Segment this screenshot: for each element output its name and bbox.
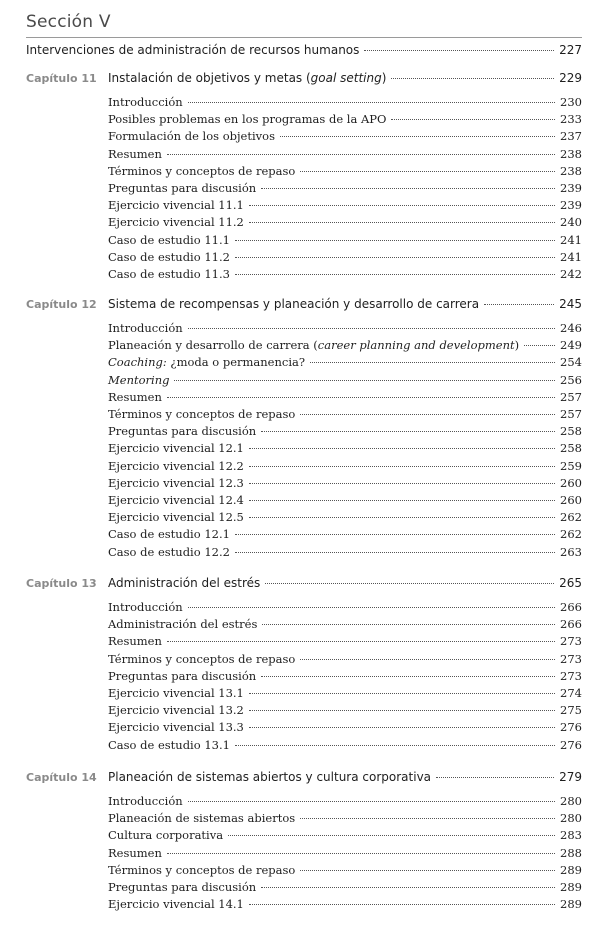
toc-entry-label: Administración del estrés — [108, 617, 258, 632]
leader-dots — [249, 727, 555, 728]
leader-dots — [300, 659, 555, 660]
toc-entry-label: Ejercicio vivencial 14.1 — [108, 897, 244, 912]
toc-entry-page: 262 — [560, 527, 582, 542]
toc-entry-page: 273 — [560, 651, 582, 666]
toc-entry — [108, 250, 582, 264]
toc-entry-label: Cultura corporativa — [108, 828, 224, 843]
toc-entry — [108, 164, 582, 178]
toc-entry — [108, 215, 582, 229]
leader-dots — [364, 50, 554, 51]
toc-entry — [108, 617, 582, 631]
toc-entry — [108, 897, 582, 911]
toc-entry-label: Ejercicio vivencial 12.1 — [108, 441, 244, 456]
toc-entry — [108, 338, 582, 352]
toc-entry-label: Coaching: ¿moda o permanencia? — [108, 355, 306, 370]
leader-dots — [174, 380, 555, 381]
toc-entry — [108, 355, 582, 369]
toc-entry-page: 289 — [560, 880, 582, 894]
toc-entry-label: Ejercicio vivencial 11.1 — [108, 198, 244, 213]
toc-entry-page: 288 — [560, 845, 582, 860]
toc-entry-page: 289 — [560, 897, 582, 912]
toc-entry-label: Resumen — [108, 634, 162, 649]
toc-entry-page: 246 — [560, 321, 582, 335]
toc-entry-page: 266 — [560, 617, 582, 632]
toc-entry-label: Términos y conceptos de repaso — [108, 862, 296, 877]
toc-entry — [108, 129, 582, 143]
leader-dots — [249, 466, 555, 467]
chapter-title: Instalación de objetivos y metas (goal setting) — [108, 71, 387, 85]
toc-entry-label: Introducción — [108, 321, 183, 335]
toc-entry — [108, 198, 582, 212]
toc-entry — [108, 181, 582, 195]
toc-entry — [108, 811, 582, 825]
leader-dots — [261, 676, 555, 677]
toc-entry-page: 276 — [560, 720, 582, 735]
toc-entry-page: 240 — [560, 215, 582, 230]
toc-entry-page: 256 — [560, 372, 582, 387]
toc-entry — [108, 233, 582, 247]
leader-dots — [261, 431, 555, 432]
toc-entry-label: Planeación de sistemas abiertos — [108, 811, 296, 826]
toc-entry-label: Preguntas para discusión — [108, 424, 257, 439]
toc-entry-page: 260 — [560, 475, 582, 490]
toc-entry-label: Resumen — [108, 845, 162, 860]
toc-entry-page: 238 — [560, 146, 582, 161]
toc-entry — [108, 686, 582, 700]
toc-entry-italic: Coaching: — [108, 355, 167, 370]
toc-entry — [108, 794, 582, 808]
toc-entry — [108, 652, 582, 666]
leader-dots — [391, 78, 554, 79]
toc-entry-label: Términos y conceptos de repaso — [108, 163, 296, 178]
toc-entry — [108, 95, 582, 109]
toc-entry — [108, 147, 582, 161]
toc-entry — [108, 112, 582, 126]
toc-entry — [108, 846, 582, 860]
toc-entry-label: Planeación y desarrollo de carrera (career planning and development) — [108, 338, 520, 353]
leader-dots — [235, 552, 555, 553]
leader-dots — [391, 119, 555, 120]
section-heading: Intervenciones de administración de recursos humanos — [26, 43, 360, 57]
toc-entry-page: 238 — [560, 163, 582, 178]
toc-entry — [108, 600, 582, 614]
chapter-heading-row — [26, 297, 582, 311]
toc-entry-page: 262 — [560, 510, 582, 525]
toc-entry-label: Posibles problemas en los programas de la APO — [108, 112, 387, 127]
toc-entry-page: 289 — [560, 862, 582, 877]
toc-entry-label: Introducción — [108, 794, 183, 808]
toc-entry — [108, 545, 582, 559]
toc-entry — [108, 634, 582, 648]
chapter-title: Sistema de recompensas y planeación y desarrollo de carrera — [108, 297, 480, 311]
toc-entry-label: Caso de estudio 12.2 — [108, 544, 230, 559]
toc-entry — [108, 476, 582, 490]
leader-dots — [300, 818, 555, 819]
toc-entry-page: 239 — [560, 181, 582, 195]
leader-dots — [188, 328, 555, 329]
toc-entry-page: 280 — [560, 811, 582, 826]
leader-dots — [249, 500, 555, 501]
leader-dots — [280, 136, 555, 137]
toc-entry — [108, 880, 582, 894]
toc-entry — [108, 321, 582, 335]
toc-entry-label: Caso de estudio 11.3 — [108, 267, 230, 281]
toc-entry-page: 263 — [560, 544, 582, 559]
toc-entry-label: Ejercicio vivencial 13.3 — [108, 720, 244, 735]
toc-entry-label: Ejercicio vivencial 13.1 — [108, 686, 244, 700]
toc-entry-label: Introducción — [108, 600, 183, 614]
leader-dots — [235, 257, 555, 258]
toc-entry-page: 257 — [560, 407, 582, 421]
toc-entry-page: 230 — [560, 95, 582, 109]
toc-entry-page: 241 — [560, 249, 582, 264]
toc-entry-label: Ejercicio vivencial 12.3 — [108, 475, 244, 490]
toc-entry — [108, 424, 582, 438]
toc-entry-label: Preguntas para discusión — [108, 668, 257, 683]
toc-entry-label: Resumen — [108, 146, 162, 161]
leader-dots — [261, 887, 555, 888]
toc-entry — [108, 373, 582, 387]
toc-entry-page: 266 — [560, 600, 582, 614]
chapter-page: 265 — [559, 576, 582, 590]
section-title: Sección V — [26, 12, 111, 32]
toc-entry-label: Formulación de los objetivos — [108, 129, 275, 144]
chapter-label: Capítulo 14 — [26, 771, 97, 784]
leader-dots — [167, 853, 555, 854]
toc-entry — [108, 738, 582, 752]
toc-entry — [108, 510, 582, 524]
toc-entry-page: 241 — [560, 232, 582, 247]
leader-dots — [235, 274, 555, 275]
toc-entry — [108, 863, 582, 877]
toc-entry-label: Ejercicio vivencial 12.5 — [108, 510, 244, 525]
section-divider — [26, 37, 582, 38]
leader-dots — [249, 205, 555, 206]
toc-entry-label — [108, 373, 169, 387]
leader-dots — [249, 448, 555, 449]
toc-entry-page: 233 — [560, 112, 582, 127]
toc-entry-label: Preguntas para discusión — [108, 181, 257, 195]
leader-dots — [249, 517, 555, 518]
toc-entry-page: 276 — [560, 737, 582, 752]
leader-dots — [249, 222, 555, 223]
leader-dots — [261, 188, 555, 189]
toc-entry-label: Términos y conceptos de repaso — [108, 407, 296, 421]
toc-entry-label: Ejercicio vivencial 11.2 — [108, 215, 244, 230]
toc-entry-page: 273 — [560, 668, 582, 683]
leader-dots — [228, 835, 555, 836]
toc-entry — [108, 828, 582, 842]
toc-entry — [108, 407, 582, 421]
leader-dots — [188, 102, 555, 103]
chapter-page: 229 — [559, 71, 582, 85]
section-heading-row — [26, 43, 582, 57]
leader-dots — [300, 171, 555, 172]
toc-entry — [108, 669, 582, 683]
leader-dots — [167, 397, 555, 398]
toc-entry-page: 237 — [560, 129, 582, 144]
toc-entry-page: 280 — [560, 794, 582, 808]
chapter-label: Capítulo 13 — [26, 577, 97, 590]
toc-entry-page: 258 — [560, 424, 582, 439]
toc-entry-page: 283 — [560, 828, 582, 843]
leader-dots — [300, 870, 555, 871]
toc-entry-label: Caso de estudio 11.2 — [108, 249, 230, 264]
leader-dots — [188, 801, 555, 802]
toc-entry — [108, 493, 582, 507]
toc-entry-page: 275 — [560, 703, 582, 718]
toc-entry-page: 258 — [560, 441, 582, 456]
section-page: 227 — [559, 43, 582, 57]
toc-entry-page: 259 — [560, 458, 582, 473]
toc-entry-page: 257 — [560, 389, 582, 404]
leader-dots — [249, 693, 555, 694]
chapter-title: Administración del estrés — [108, 576, 261, 590]
toc-entry — [108, 527, 582, 541]
toc-entry — [108, 459, 582, 473]
toc-entry-page: 239 — [560, 198, 582, 213]
chapter-title: Planeación de sistemas abiertos y cultura corporativa — [108, 770, 432, 784]
leader-dots — [484, 304, 554, 305]
toc-entry-italic: Mentoring — [108, 372, 170, 387]
toc-entry-page: 260 — [560, 493, 582, 507]
leader-dots — [249, 710, 555, 711]
toc-entry-label: Ejercicio vivencial 12.4 — [108, 493, 244, 507]
chapter-label: Capítulo 12 — [26, 298, 97, 311]
toc-entry-label: Caso de estudio 12.1 — [108, 527, 230, 542]
toc-entry-page: 254 — [560, 355, 582, 370]
chapter-page: 245 — [559, 297, 582, 311]
leader-dots — [167, 154, 555, 155]
toc-entry-label: Términos y conceptos de repaso — [108, 651, 296, 666]
toc-entry — [108, 390, 582, 404]
toc-entry-label: Ejercicio vivencial 12.2 — [108, 458, 244, 473]
toc-entry-italic: career planning and development — [317, 338, 515, 353]
toc-entry — [108, 441, 582, 455]
toc-entry-label: Preguntas para discusión — [108, 880, 257, 894]
leader-dots — [265, 583, 554, 584]
toc-entry-label: Caso de estudio 11.1 — [108, 232, 230, 247]
toc-entry-page: 274 — [560, 686, 582, 700]
toc-entry — [108, 703, 582, 717]
toc-entry-label: Resumen — [108, 389, 162, 404]
toc-entry-label: Introducción — [108, 95, 183, 109]
leader-dots — [262, 624, 555, 625]
chapter-heading-row — [26, 770, 582, 784]
toc-entry — [108, 267, 582, 281]
leader-dots — [167, 641, 555, 642]
chapter-title-italic: goal setting — [310, 71, 382, 85]
leader-dots — [524, 345, 555, 346]
toc-entry-label: Caso de estudio 13.1 — [108, 737, 230, 752]
leader-dots — [249, 904, 555, 905]
leader-dots — [188, 607, 555, 608]
chapter-heading-row — [26, 576, 582, 590]
toc-entry-page: 249 — [560, 338, 582, 353]
leader-dots — [235, 534, 555, 535]
leader-dots — [235, 745, 555, 746]
toc-entry-page: 242 — [560, 267, 582, 281]
chapter-page: 279 — [559, 770, 582, 784]
toc-entry-label: Ejercicio vivencial 13.2 — [108, 703, 244, 718]
leader-dots — [310, 362, 555, 363]
chapter-label: Capítulo 11 — [26, 72, 97, 85]
toc-entry-page: 273 — [560, 634, 582, 649]
leader-dots — [436, 777, 554, 778]
leader-dots — [300, 414, 555, 415]
leader-dots — [249, 483, 555, 484]
chapter-heading-row — [26, 71, 582, 85]
leader-dots — [235, 240, 555, 241]
toc-entry — [108, 720, 582, 734]
